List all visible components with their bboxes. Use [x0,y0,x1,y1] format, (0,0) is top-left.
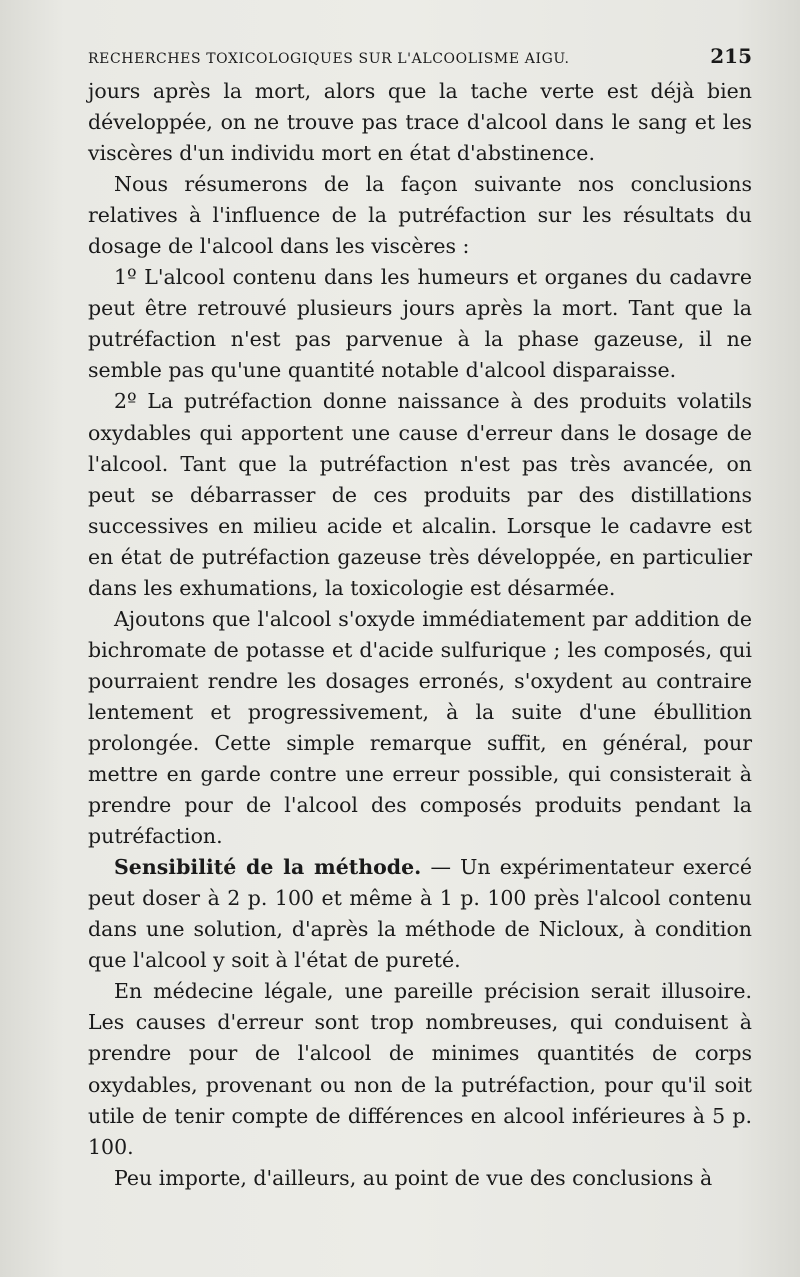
paragraph-conclusion-2: 2º La putréfaction donne naissance à des produits volatils oxydables qui apportent une cause d'erreur dans le dosage de l'alcool. Tant que la putréfaction n'est pas très avancée, on peut se débarrasser de ces produits par des distillations successives en milieu acide et alcalin. Lorsque le cadavre est en état de putréfaction gazeuse très développée, en particulier dans les exhumations, la toxicologie est désarmée. [88,389,752,600]
paragraph-sensitivity [88,852,752,976]
page-number: 215 [710,44,752,68]
paragraph-oxidation: Ajoutons que l'alcool s'oxyde immédiatement par addition de bichromate de potasse et d'acide sulfurique ; les composés, qui pourraient rendre les dosages erronés, s'oxydent au contraire lentement et progressivement, à la suite d'une ébullition prolongée. Cette simple remarque suffit, en général, pour mettre en garde contre une erreur possible, qui consisterait à prendre pour de l'alcool des composés produits pendant la putréfaction. [88,606,752,849]
body-text [88,76,752,1194]
running-header [88,44,752,74]
paragraph-final: Peu importe, d'ailleurs, au point de vue des conclusions à [114,1165,713,1190]
running-title: RECHERCHES TOXICOLOGIQUES SUR L'ALCOOLISME AIGU. [88,51,570,67]
paragraph-sensitivity-text: — Un expérimentateur exercé peut doser à 2 p. 100 et même à 1 p. 100 près l'alcool contenu dans une solution, d'après la méthode de Nicloux, à condition que l'alcool y soit à l'état de pureté. [88,855,752,973]
paragraph-continuation: jours après la mort, alors que la tache verte est déjà bien développée, on ne trouve pas trace d'alcool dans le sang et les viscères d'un individu mort en état d'abstinence. [88,79,752,166]
paragraph-summary-intro: Nous résumerons de la façon suivante nos conclusions relatives à l'influence de la putréfaction sur les résultats du dosage de l'alcool dans les viscères : [88,172,752,259]
paragraph-conclusion-1: 1º L'alcool contenu dans les humeurs et organes du cadavre peut être retrouvé plusieurs jours après la mort. Tant que la putréfaction n'est pas parvenue à la phase gazeuse, il ne semble pas qu'une quantité notable d'alcool disparaisse. [88,265,752,383]
paragraph-legal-medicine: En médecine légale, une pareille précision serait illusoire. Les causes d'erreur sont trop nombreuses, qui conduisent à prendre pour de l'alcool de minimes quantités de corps oxydables, provenant ou non de la putréfaction, pour qu'il soit utile de tenir compte de différences en alcool inférieures à 5 p. 100. [88,979,752,1159]
section-heading-sensitivity: Sensibilité de la méthode. [114,855,422,880]
